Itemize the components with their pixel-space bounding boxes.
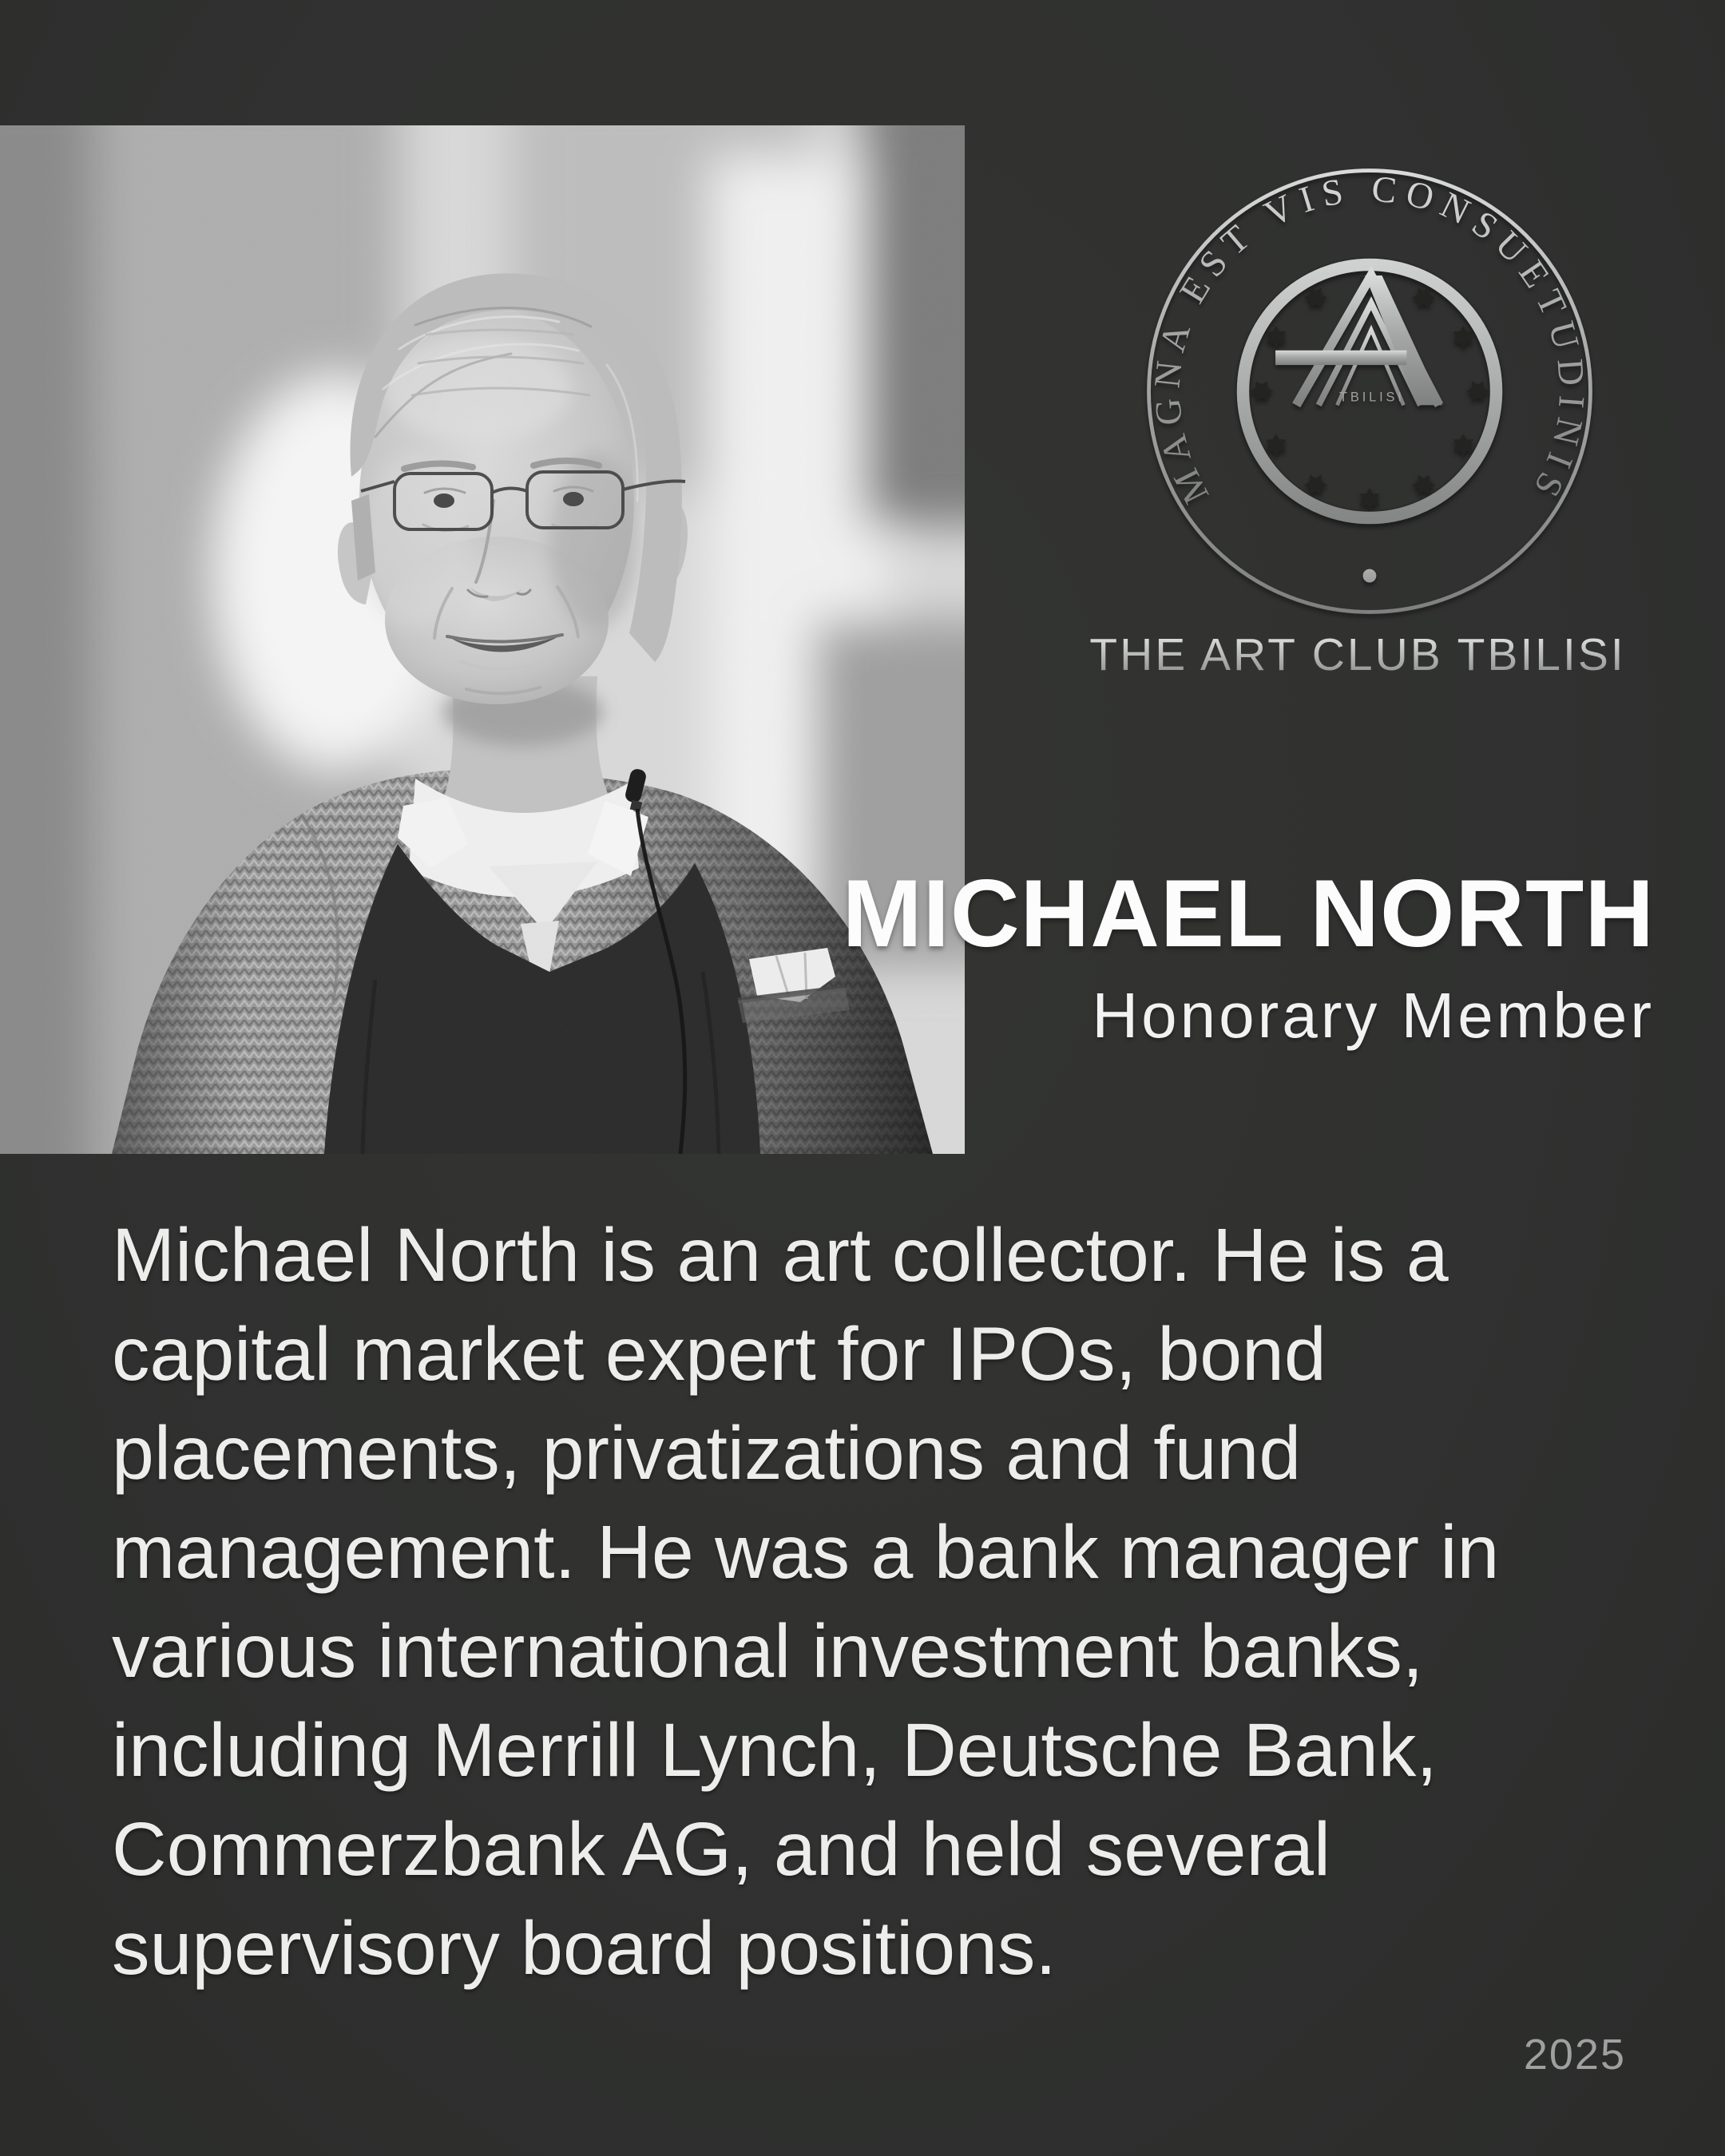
member-portrait-photo: [0, 125, 965, 1154]
seal-motto-text: MAGNA EST VIS CONSUETUDINIS: [1147, 168, 1592, 511]
club-seal-icon: [1138, 160, 1601, 623]
star-icon: [1359, 488, 1379, 511]
svg-text:MAGNA EST VIS CONSUETUDINIS: [1147, 168, 1592, 510]
seal-separator-dot: •: [1361, 548, 1378, 604]
member-title: Honorary Member: [1092, 980, 1655, 1051]
star-icon: [1466, 381, 1489, 401]
photo-grain-overlay: [0, 125, 965, 1154]
bio-line: various international investment banks,: [112, 1609, 1424, 1694]
bio-line: supervisory board positions.: [112, 1906, 1057, 1991]
bio-line: capital market expert for IPOs, bond: [112, 1312, 1326, 1397]
member-name: MICHAEL NORTH: [842, 860, 1655, 967]
year-label: 2025: [1523, 2031, 1626, 2079]
bio-line: Commerzbank AG, and held several: [112, 1807, 1331, 1892]
bio-line: management. He was a bank manager in: [112, 1510, 1500, 1595]
bio-line: Michael North is an art collector. He is a: [112, 1213, 1449, 1298]
bio-line: placements, privatizations and fund: [112, 1411, 1302, 1496]
club-name: THE ART CLUB TBILISI: [990, 632, 1725, 678]
member-bio: [112, 1206, 1499, 1998]
seal-city-label: TBILISI: [1338, 390, 1405, 405]
star-icon: [1250, 381, 1273, 401]
bio-line: including Merrill Lynch, Deutsche Bank,: [112, 1708, 1438, 1793]
